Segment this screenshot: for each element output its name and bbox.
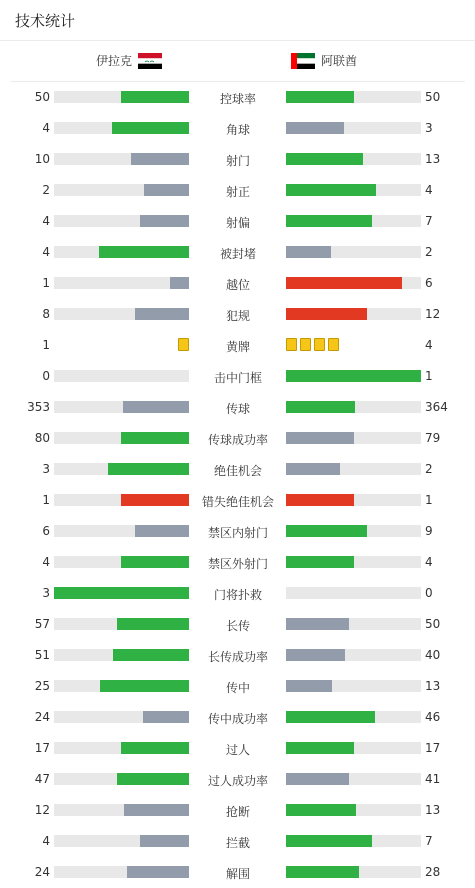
home-value: 4 bbox=[42, 214, 50, 228]
stat-label: 禁区内射门 bbox=[207, 526, 268, 540]
home-bar-fill bbox=[121, 742, 189, 754]
home-value: 24 bbox=[34, 710, 50, 724]
away-value: 0 bbox=[425, 586, 433, 600]
away-bar-fill bbox=[286, 680, 332, 692]
away-bar-track bbox=[286, 370, 421, 382]
stat-row bbox=[0, 360, 475, 391]
away-bar-fill bbox=[286, 153, 363, 165]
stat-label: 犯规 bbox=[225, 309, 250, 323]
home-bar-fill bbox=[108, 463, 189, 475]
home-value: 8 bbox=[42, 307, 50, 321]
stat-label: 被封堵 bbox=[219, 247, 256, 261]
yellow-card-icon bbox=[300, 338, 311, 351]
away-value: 6 bbox=[425, 276, 433, 290]
away-value: 4 bbox=[425, 183, 433, 197]
away-bar-fill bbox=[286, 91, 354, 103]
stat-row bbox=[0, 112, 475, 143]
away-bar-track bbox=[286, 308, 421, 320]
away-bar-fill bbox=[286, 277, 402, 289]
home-bar-track bbox=[54, 835, 189, 847]
page-title: 技术统计 bbox=[15, 12, 76, 30]
away-bar-track bbox=[286, 401, 421, 413]
home-value: 3 bbox=[42, 586, 50, 600]
home-bar-track bbox=[54, 773, 189, 785]
home-bar-track bbox=[54, 463, 189, 475]
stat-row bbox=[0, 267, 475, 298]
away-yellow-cards bbox=[286, 338, 339, 351]
stat-label: 角球 bbox=[225, 123, 250, 137]
home-bar-track bbox=[54, 277, 189, 289]
iraq-flag-icon bbox=[138, 53, 162, 69]
stat-row bbox=[0, 732, 475, 763]
away-bar-fill bbox=[286, 866, 359, 878]
away-bar-fill bbox=[286, 463, 340, 475]
away-bar-fill bbox=[286, 835, 372, 847]
away-bar-track bbox=[286, 494, 421, 506]
home-bar-track bbox=[54, 680, 189, 692]
away-value: 12 bbox=[425, 307, 441, 321]
away-value: 3 bbox=[425, 121, 433, 135]
away-bar-track bbox=[286, 866, 421, 878]
away-value: 13 bbox=[425, 152, 441, 166]
away-bar-fill bbox=[286, 122, 344, 134]
home-value: 6 bbox=[42, 524, 50, 538]
away-bar-fill bbox=[286, 184, 376, 196]
away-value: 13 bbox=[425, 803, 441, 817]
home-bar-fill bbox=[112, 122, 189, 134]
home-value: 3 bbox=[42, 462, 50, 476]
stat-label: 禁区外射门 bbox=[207, 557, 268, 571]
stat-row bbox=[0, 329, 475, 360]
away-value: 2 bbox=[425, 462, 433, 476]
away-bar-fill bbox=[286, 308, 367, 320]
home-value: 51 bbox=[34, 648, 50, 662]
yellow-card-icon bbox=[314, 338, 325, 351]
away-bar-track bbox=[286, 246, 421, 258]
home-bar-fill bbox=[117, 773, 189, 785]
away-bar-track bbox=[286, 463, 421, 475]
home-bar-track bbox=[54, 122, 189, 134]
home-bar-track bbox=[54, 153, 189, 165]
home-bar-track bbox=[54, 184, 189, 196]
home-bar-fill bbox=[121, 556, 189, 568]
home-bar-track bbox=[54, 587, 189, 599]
away-value: 7 bbox=[425, 834, 433, 848]
away-bar-track bbox=[286, 773, 421, 785]
stat-row bbox=[0, 763, 475, 794]
uae-flag-icon bbox=[291, 53, 315, 69]
stat-row bbox=[0, 515, 475, 546]
stat-row bbox=[0, 701, 475, 732]
home-value: 1 bbox=[42, 493, 50, 507]
stat-label: 黄牌 bbox=[225, 340, 250, 354]
stat-row bbox=[0, 546, 475, 577]
home-bar-track bbox=[54, 649, 189, 661]
home-bar-fill bbox=[143, 711, 189, 723]
away-bar-fill bbox=[286, 432, 354, 444]
away-value: 1 bbox=[425, 493, 433, 507]
home-value: 1 bbox=[42, 338, 50, 352]
stats-list bbox=[0, 81, 475, 887]
home-bar-fill bbox=[121, 91, 189, 103]
home-bar-fill bbox=[117, 618, 189, 630]
stat-label: 传球 bbox=[225, 402, 250, 416]
stat-row bbox=[0, 453, 475, 484]
away-bar-track bbox=[286, 649, 421, 661]
stat-label: 错失绝佳机会 bbox=[201, 495, 274, 509]
away-bar-track bbox=[286, 556, 421, 568]
away-bar-track bbox=[286, 215, 421, 227]
home-bar-fill bbox=[135, 525, 189, 537]
away-bar-fill bbox=[286, 742, 354, 754]
home-yellow-cards bbox=[178, 338, 189, 351]
stat-row bbox=[0, 422, 475, 453]
stat-label: 拦截 bbox=[225, 836, 250, 850]
home-bar-track bbox=[54, 494, 189, 506]
away-value: 50 bbox=[425, 90, 441, 104]
away-bar-track bbox=[286, 153, 421, 165]
stat-label: 控球率 bbox=[219, 92, 256, 106]
stat-row bbox=[0, 577, 475, 608]
home-bar-track bbox=[54, 401, 189, 413]
home-bar-track bbox=[54, 308, 189, 320]
stat-row bbox=[0, 484, 475, 515]
away-bar-track bbox=[286, 618, 421, 630]
away-bar-track bbox=[286, 587, 421, 599]
away-bar-fill bbox=[286, 618, 349, 630]
home-bar-track bbox=[54, 866, 189, 878]
home-value: 4 bbox=[42, 245, 50, 259]
stat-row bbox=[0, 670, 475, 701]
yellow-card-icon bbox=[286, 338, 297, 351]
home-value: 1 bbox=[42, 276, 50, 290]
home-bar-fill bbox=[54, 587, 189, 599]
home-bar-fill bbox=[121, 432, 189, 444]
home-bar-track bbox=[54, 711, 189, 723]
home-bar-fill bbox=[140, 215, 189, 227]
stat-row bbox=[0, 236, 475, 267]
stat-label: 过人成功率 bbox=[207, 774, 268, 788]
stat-label: 过人 bbox=[225, 743, 250, 757]
stat-row bbox=[0, 143, 475, 174]
stat-label: 解围 bbox=[225, 867, 250, 881]
home-value: 17 bbox=[34, 741, 50, 755]
home-bar-fill bbox=[131, 153, 189, 165]
away-bar-fill bbox=[286, 246, 331, 258]
stat-row bbox=[0, 856, 475, 887]
home-value: 0 bbox=[42, 369, 50, 383]
stat-label: 传中成功率 bbox=[207, 712, 268, 726]
stat-row bbox=[0, 639, 475, 670]
away-bar-track bbox=[286, 525, 421, 537]
away-bar-track bbox=[286, 804, 421, 816]
home-bar-fill bbox=[170, 277, 189, 289]
away-bar-fill bbox=[286, 215, 372, 227]
stat-row bbox=[0, 391, 475, 422]
home-value: 80 bbox=[34, 431, 50, 445]
home-value: 24 bbox=[34, 865, 50, 879]
home-bar-track bbox=[54, 804, 189, 816]
home-value: 4 bbox=[42, 834, 50, 848]
home-value: 57 bbox=[34, 617, 50, 631]
home-bar-fill bbox=[121, 494, 189, 506]
home-bar-fill bbox=[123, 401, 189, 413]
away-value: 4 bbox=[425, 338, 433, 352]
away-bar-track bbox=[286, 432, 421, 444]
away-value: 2 bbox=[425, 245, 433, 259]
away-bar-track bbox=[286, 835, 421, 847]
home-bar-track bbox=[54, 556, 189, 568]
stat-label: 射偏 bbox=[225, 216, 250, 230]
stat-label: 长传成功率 bbox=[207, 650, 268, 664]
yellow-card-icon bbox=[178, 338, 189, 351]
away-bar-track bbox=[286, 711, 421, 723]
away-bar-fill bbox=[286, 525, 367, 537]
stat-label: 抢断 bbox=[225, 805, 250, 819]
home-bar-track bbox=[54, 525, 189, 537]
stat-label: 射门 bbox=[225, 154, 250, 168]
away-bar-fill bbox=[286, 711, 375, 723]
home-bar-fill bbox=[127, 866, 189, 878]
away-value: 1 bbox=[425, 369, 433, 383]
away-bar-fill bbox=[286, 773, 349, 785]
away-value: 9 bbox=[425, 524, 433, 538]
away-value: 50 bbox=[425, 617, 441, 631]
away-team-name: 阿联酋 bbox=[321, 54, 358, 68]
stat-row bbox=[0, 794, 475, 825]
away-value: 28 bbox=[425, 865, 441, 879]
home-team[interactable] bbox=[96, 52, 162, 69]
home-value: 12 bbox=[34, 803, 50, 817]
stat-row bbox=[0, 81, 475, 112]
away-value: 364 bbox=[425, 400, 448, 414]
stat-row bbox=[0, 298, 475, 329]
stat-label: 射正 bbox=[225, 185, 250, 199]
home-bar-track bbox=[54, 432, 189, 444]
home-bar-track bbox=[54, 215, 189, 227]
stat-row bbox=[0, 608, 475, 639]
home-bar-track bbox=[54, 618, 189, 630]
away-bar-track bbox=[286, 680, 421, 692]
stat-row bbox=[0, 205, 475, 236]
stat-label: 绝佳机会 bbox=[213, 464, 262, 478]
home-bar-fill bbox=[100, 680, 189, 692]
home-bar-fill bbox=[144, 184, 189, 196]
home-value: 353 bbox=[27, 400, 50, 414]
away-team[interactable] bbox=[291, 52, 357, 69]
stat-label: 传球成功率 bbox=[207, 433, 268, 447]
home-bar-fill bbox=[113, 649, 189, 661]
stat-label: 传中 bbox=[225, 681, 250, 695]
away-bar-track bbox=[286, 277, 421, 289]
home-bar-fill bbox=[124, 804, 189, 816]
away-value: 4 bbox=[425, 555, 433, 569]
yellow-card-icon bbox=[328, 338, 339, 351]
home-bar-track bbox=[54, 742, 189, 754]
home-value: 2 bbox=[42, 183, 50, 197]
away-bar-track bbox=[286, 122, 421, 134]
home-value: 50 bbox=[34, 90, 50, 104]
stat-label: 门将扑救 bbox=[213, 588, 262, 602]
home-value: 4 bbox=[42, 121, 50, 135]
away-value: 40 bbox=[425, 648, 441, 662]
home-bar-track bbox=[54, 91, 189, 103]
home-team-name: 伊拉克 bbox=[95, 54, 132, 68]
home-bar-track bbox=[54, 370, 189, 382]
header-divider bbox=[0, 40, 475, 41]
away-value: 41 bbox=[425, 772, 441, 786]
stat-label: 越位 bbox=[225, 278, 250, 292]
away-bar-fill bbox=[286, 401, 355, 413]
home-bar-fill bbox=[135, 308, 189, 320]
away-bar-track bbox=[286, 91, 421, 103]
away-value: 17 bbox=[425, 741, 441, 755]
away-value: 79 bbox=[425, 431, 441, 445]
home-value: 10 bbox=[34, 152, 50, 166]
home-bar-fill bbox=[140, 835, 189, 847]
home-bar-fill bbox=[99, 246, 189, 258]
home-value: 4 bbox=[42, 555, 50, 569]
away-bar-fill bbox=[286, 494, 354, 506]
stat-label: 长传 bbox=[225, 619, 250, 633]
away-value: 46 bbox=[425, 710, 441, 724]
away-bar-fill bbox=[286, 649, 345, 661]
stat-label: 击中门框 bbox=[213, 371, 262, 385]
teams-header bbox=[0, 50, 475, 72]
stat-row bbox=[0, 174, 475, 205]
away-bar-fill bbox=[286, 370, 421, 382]
away-value: 7 bbox=[425, 214, 433, 228]
home-value: 47 bbox=[34, 772, 50, 786]
home-value: 25 bbox=[34, 679, 50, 693]
stat-row bbox=[0, 825, 475, 856]
away-bar-fill bbox=[286, 556, 354, 568]
away-bar-track bbox=[286, 184, 421, 196]
away-bar-track bbox=[286, 742, 421, 754]
away-bar-fill bbox=[286, 804, 356, 816]
home-bar-track bbox=[54, 246, 189, 258]
away-value: 13 bbox=[425, 679, 441, 693]
